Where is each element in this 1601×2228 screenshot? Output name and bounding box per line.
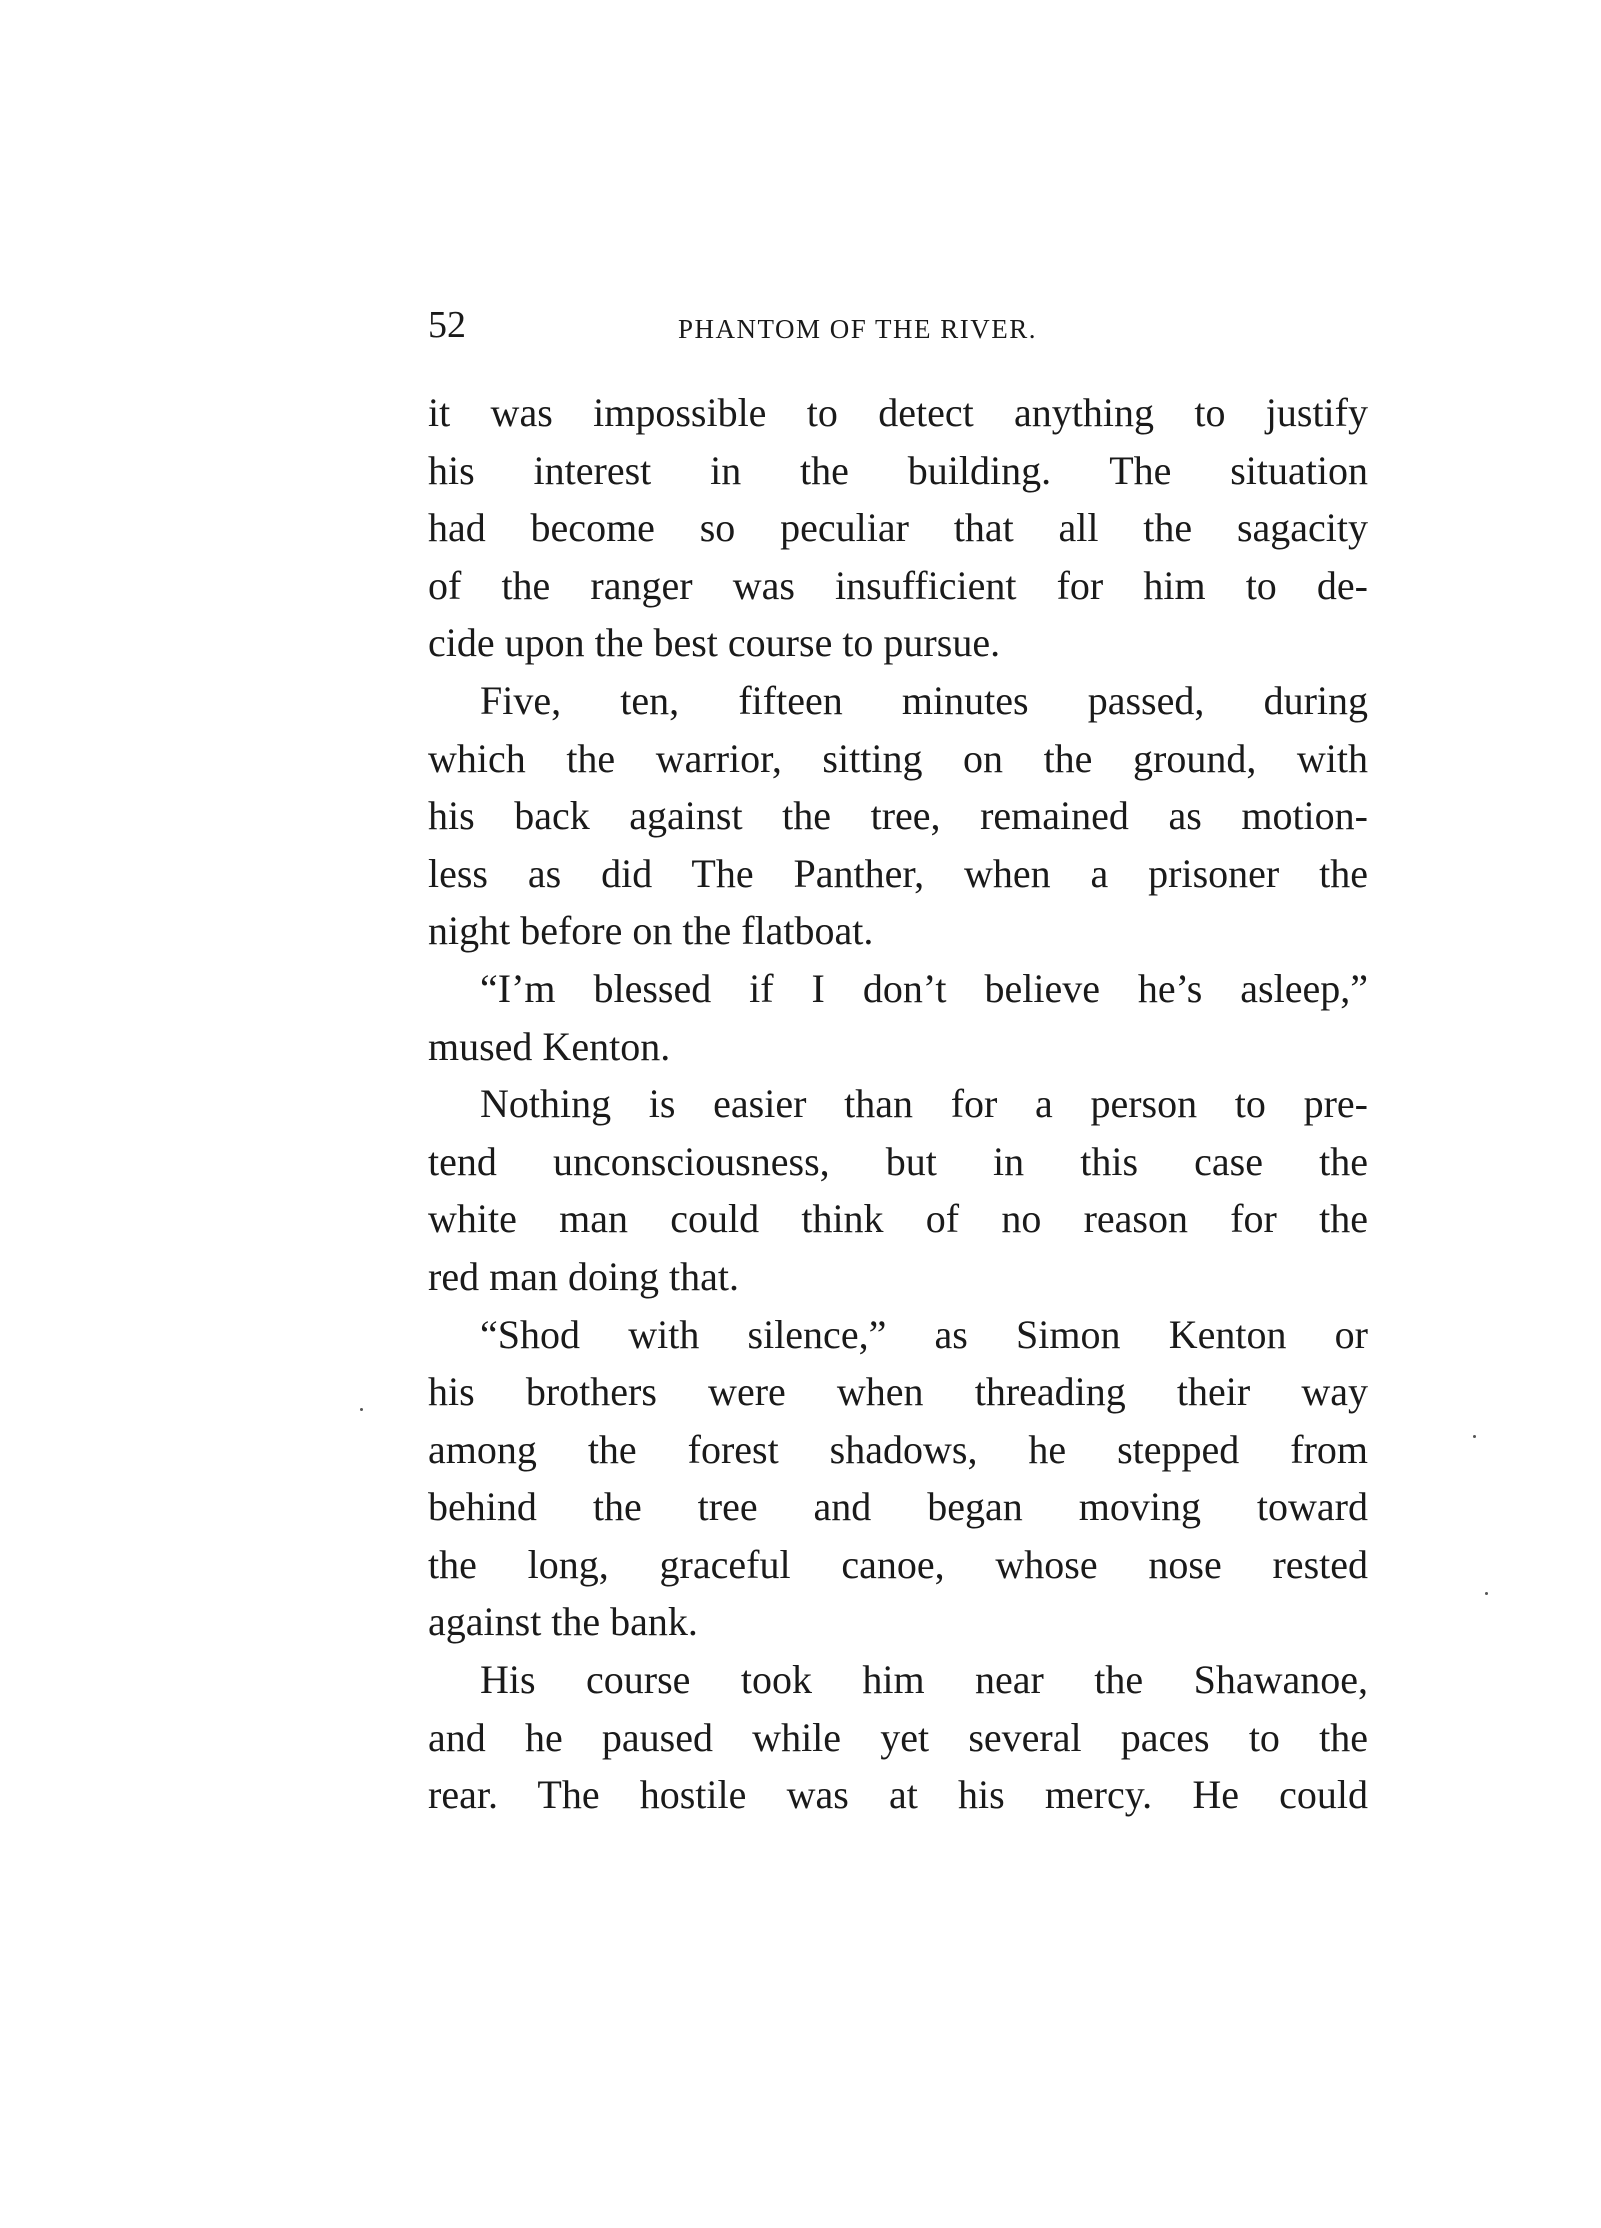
page-header xyxy=(428,300,1368,350)
text-line: the long, graceful canoe, whose nose rested xyxy=(428,1541,1368,1587)
running-head: PHANTOM OF THE RIVER. xyxy=(678,314,1038,344)
text-line: cide upon the best course to pursue. xyxy=(428,620,1001,666)
text-line: white man could think of no reason for the xyxy=(428,1196,1368,1242)
text-line: mused Kenton. xyxy=(428,1023,671,1069)
text-line: less as did The Panther, when a prisoner the xyxy=(428,850,1368,896)
text-line: “Shod with silence,” as Simon Kenton or xyxy=(480,1311,1368,1357)
text-line: among the forest shadows, he stepped from xyxy=(428,1426,1368,1472)
text-line: had become so peculiar that all the sagacity xyxy=(428,505,1368,551)
text-line: of the ranger was insufficient for him to de- xyxy=(428,562,1368,608)
text-line: “I’m blessed if I don’t believe he’s asleep,” xyxy=(480,965,1368,1011)
text-line: tend unconsciousness, but in this case the xyxy=(428,1138,1368,1184)
body-text xyxy=(428,384,1368,1824)
text-line: and he paused while yet several paces to the xyxy=(428,1714,1368,1760)
text-line: rear. The hostile was at his mercy. He could xyxy=(428,1772,1368,1818)
text-line: against the bank. xyxy=(428,1599,698,1645)
text-line: which the warrior, sitting on the ground, with xyxy=(428,735,1368,781)
text-line: Nothing is easier than for a person to pre- xyxy=(480,1081,1368,1127)
text-line: night before on the flatboat. xyxy=(428,908,874,954)
text-line: His course took him near the Shawanoe, xyxy=(480,1657,1368,1703)
text-line: behind the tree and began moving toward xyxy=(428,1484,1368,1530)
text-line: red man doing that. xyxy=(428,1253,740,1299)
page-number: 52 xyxy=(428,304,466,346)
text-line: it was impossible to detect anything to justify xyxy=(428,390,1368,435)
text-line: his back against the tree, remained as motion- xyxy=(428,793,1368,839)
text-line: his brothers were when threading their way xyxy=(428,1369,1368,1415)
text-line: his interest in the building. The situation xyxy=(428,447,1368,493)
paper-speck xyxy=(1473,1435,1476,1438)
paper-speck xyxy=(360,1408,363,1411)
paper-speck xyxy=(1485,1592,1488,1595)
text-line: Five, ten, fifteen minutes passed, during xyxy=(480,677,1368,723)
